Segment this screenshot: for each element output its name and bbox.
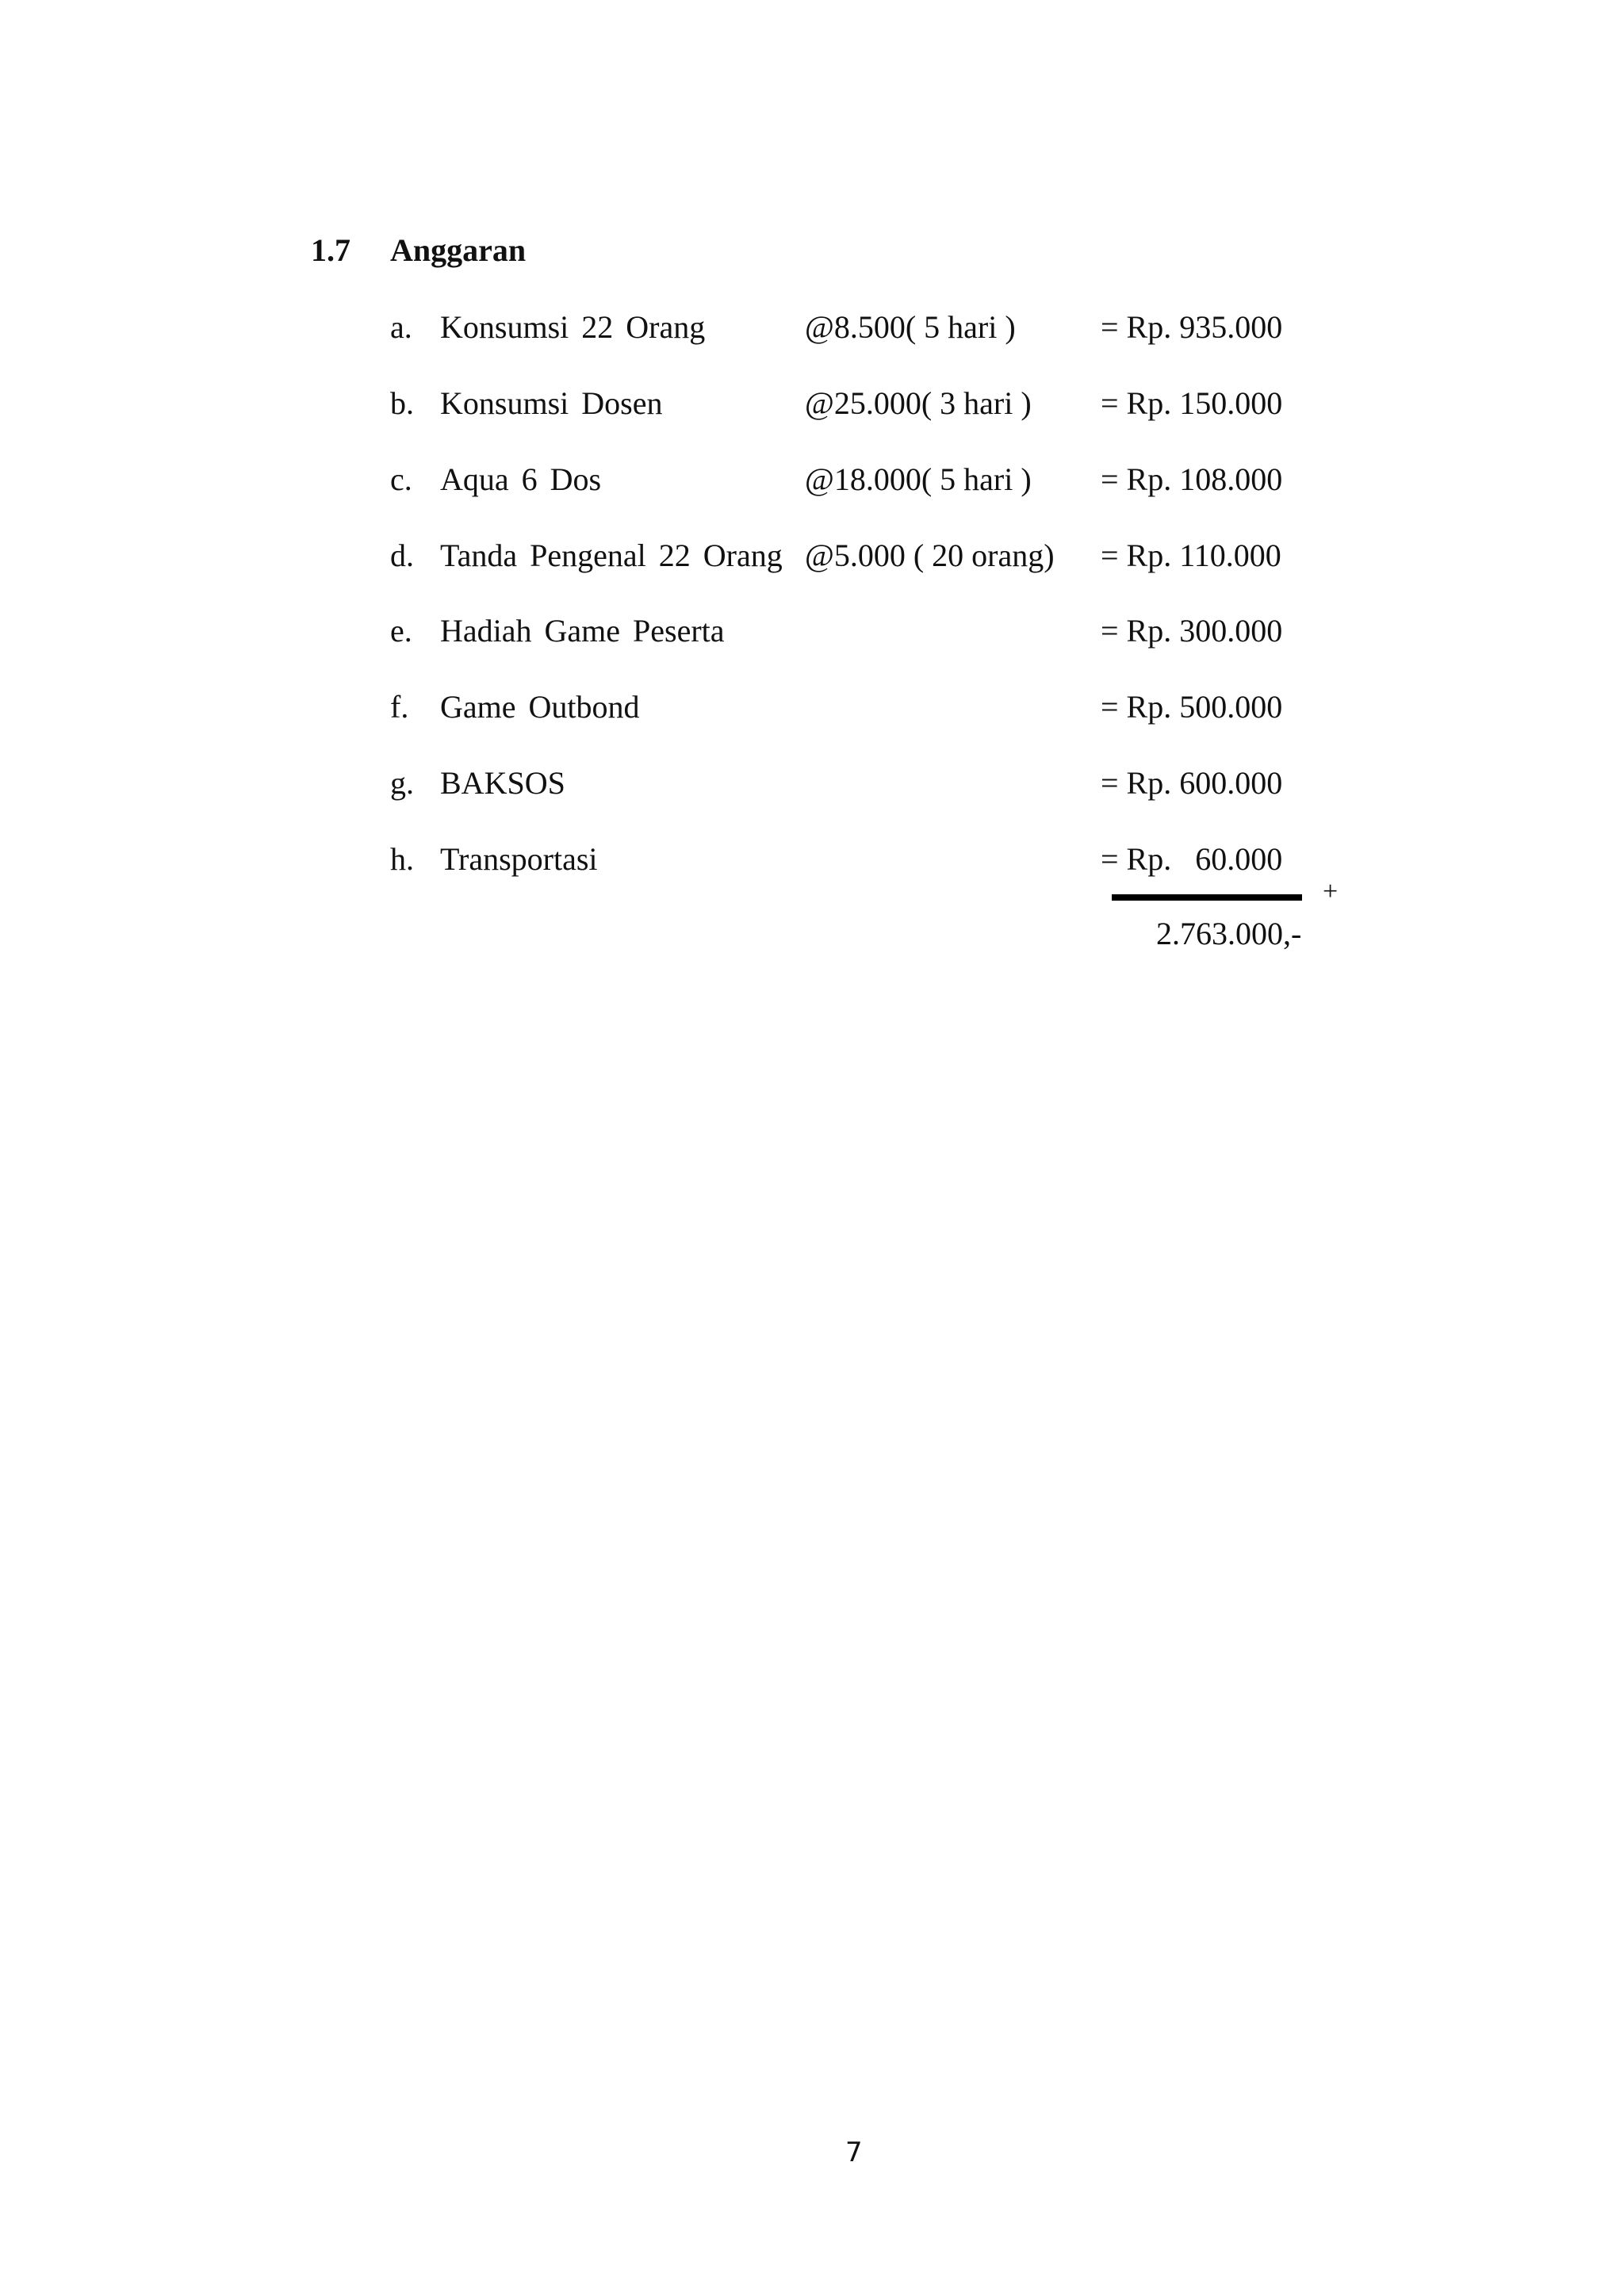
item-label: Tanda Pengenal 22 Orang bbox=[440, 538, 783, 573]
item-amount: = Rp. 500.000 bbox=[1101, 689, 1283, 725]
item-rate: @25.000( 3 hari ) bbox=[805, 385, 1032, 421]
item-label: Aqua 6 Dos bbox=[440, 461, 602, 497]
item-label: Transportasi bbox=[440, 841, 598, 877]
item-letter: g. bbox=[390, 765, 414, 801]
item-amount: = Rp. 150.000 bbox=[1101, 385, 1283, 421]
item-amount: = Rp. 108.000 bbox=[1101, 461, 1283, 497]
item-label: Game Outbond bbox=[440, 689, 640, 725]
item-letter: b. bbox=[390, 385, 414, 421]
item-label: Hadiah Game Peserta bbox=[440, 613, 725, 649]
item-letter: c. bbox=[390, 461, 412, 497]
item-amount: = Rp. 600.000 bbox=[1101, 765, 1283, 801]
item-letter: a. bbox=[390, 309, 412, 345]
section-number: 1.7 bbox=[311, 232, 350, 268]
item-rate: @5.000 ( 20 orang) bbox=[805, 538, 1055, 573]
item-letter: f. bbox=[390, 689, 409, 725]
item-letter: h. bbox=[390, 841, 414, 877]
sum-total: 2.763.000,- bbox=[1156, 916, 1302, 951]
section-title: Anggaran bbox=[390, 232, 527, 268]
page-number: 7 bbox=[845, 2137, 863, 2168]
item-amount: = Rp. 60.000 bbox=[1101, 841, 1283, 877]
item-rate: @8.500( 5 hari ) bbox=[805, 309, 1016, 345]
item-amount: = Rp. 300.000 bbox=[1101, 613, 1283, 649]
item-rate: @18.000( 5 hari ) bbox=[805, 461, 1032, 497]
item-letter: e. bbox=[390, 613, 412, 649]
sum-rule bbox=[1112, 894, 1302, 901]
item-label: Konsumsi Dosen bbox=[440, 385, 663, 421]
sum-operator: + bbox=[1323, 877, 1339, 906]
item-amount: = Rp. 935.000 bbox=[1101, 309, 1283, 345]
item-letter: d. bbox=[390, 538, 414, 573]
item-label: Konsumsi 22 Orang bbox=[440, 309, 706, 345]
item-label: BAKSOS bbox=[440, 765, 565, 801]
item-amount: = Rp. 110.000 bbox=[1101, 538, 1281, 573]
